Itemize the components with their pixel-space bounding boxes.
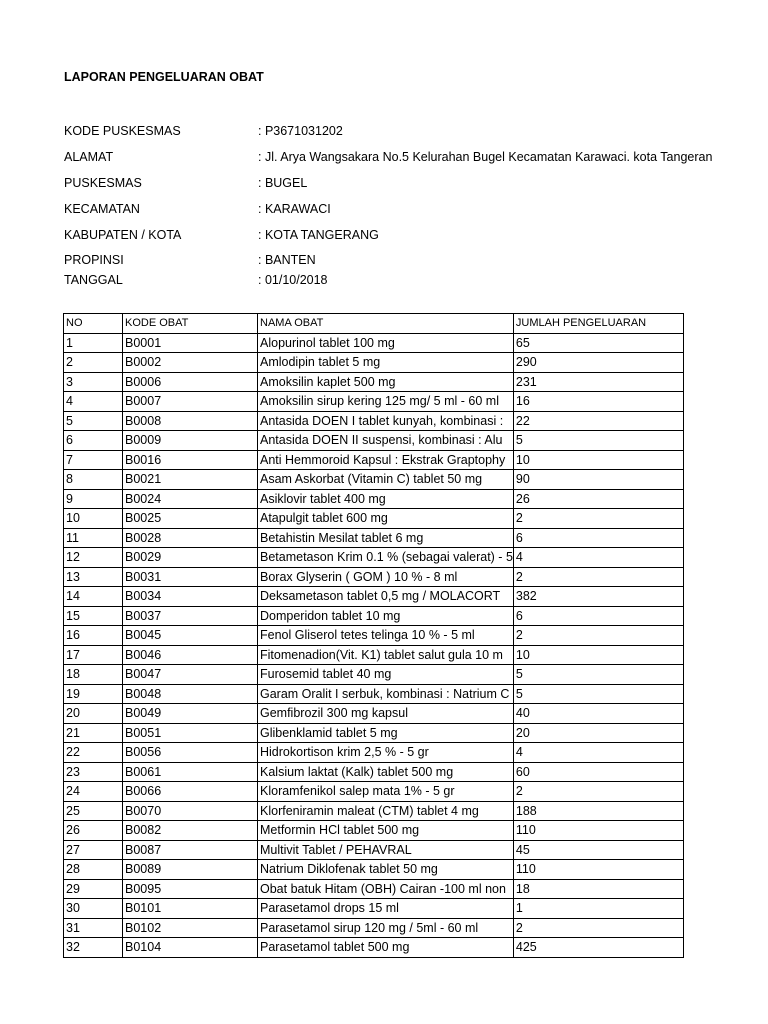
cell-nama-obat: Fenol Gliserol tetes telinga 10 % - 5 ml [258, 626, 514, 646]
cell-no: 17 [64, 645, 123, 665]
info-label: KODE PUSKESMAS [64, 124, 181, 138]
cell-no: 4 [64, 392, 123, 412]
table-row [64, 606, 684, 626]
cell-nama-obat: Deksametason tablet 0,5 mg / MOLACORT [258, 587, 514, 607]
table-row [64, 626, 684, 646]
info-row [64, 228, 379, 242]
cell-no: 3 [64, 372, 123, 392]
drug-table [63, 313, 684, 958]
cell-jumlah: 2 [513, 918, 683, 938]
cell-kode-obat: B0089 [123, 860, 258, 880]
table-row [64, 821, 684, 841]
cell-jumlah: 5 [513, 684, 683, 704]
cell-no: 11 [64, 528, 123, 548]
cell-jumlah: 18 [513, 879, 683, 899]
header-no: NO [64, 314, 123, 334]
cell-kode-obat: B0024 [123, 489, 258, 509]
table-row [64, 938, 684, 958]
table-row [64, 704, 684, 724]
cell-kode-obat: B0095 [123, 879, 258, 899]
cell-no: 9 [64, 489, 123, 509]
cell-no: 7 [64, 450, 123, 470]
table-row [64, 762, 684, 782]
table-header-row [64, 314, 684, 334]
cell-jumlah: 2 [513, 782, 683, 802]
cell-jumlah: 45 [513, 840, 683, 860]
info-value: : 01/10/2018 [258, 273, 328, 287]
cell-nama-obat: Kloramfenikol salep mata 1% - 5 gr [258, 782, 514, 802]
header-nama-obat: NAMA OBAT [258, 314, 514, 334]
info-label: KECAMATAN [64, 202, 140, 216]
cell-no: 12 [64, 548, 123, 568]
cell-no: 21 [64, 723, 123, 743]
cell-kode-obat: B0028 [123, 528, 258, 548]
cell-kode-obat: B0104 [123, 938, 258, 958]
cell-nama-obat: Hidrokortison krim 2,5 % - 5 gr [258, 743, 514, 763]
info-row [64, 273, 328, 287]
cell-jumlah: 5 [513, 431, 683, 451]
info-row [64, 150, 712, 164]
cell-jumlah: 6 [513, 606, 683, 626]
cell-jumlah: 40 [513, 704, 683, 724]
table-row [64, 645, 684, 665]
cell-nama-obat: Asam Askorbat (Vitamin C) tablet 50 mg [258, 470, 514, 490]
cell-jumlah: 425 [513, 938, 683, 958]
cell-no: 8 [64, 470, 123, 490]
cell-kode-obat: B0047 [123, 665, 258, 685]
cell-nama-obat: Natrium Diklofenak tablet 50 mg [258, 860, 514, 880]
cell-nama-obat: Domperidon tablet 10 mg [258, 606, 514, 626]
cell-no: 20 [64, 704, 123, 724]
info-row [64, 124, 343, 138]
cell-nama-obat: Antasida DOEN II suspensi, kombinasi : Alu [258, 431, 514, 451]
table-row [64, 450, 684, 470]
cell-nama-obat: Klorfeniramin maleat (CTM) tablet 4 mg [258, 801, 514, 821]
cell-kode-obat: B0049 [123, 704, 258, 724]
cell-kode-obat: B0061 [123, 762, 258, 782]
cell-no: 16 [64, 626, 123, 646]
cell-nama-obat: Glibenklamid tablet 5 mg [258, 723, 514, 743]
cell-nama-obat: Amoksilin kaplet 500 mg [258, 372, 514, 392]
cell-nama-obat: Amlodipin tablet 5 mg [258, 353, 514, 373]
header-jumlah: JUMLAH PENGELUARAN [513, 314, 683, 334]
table-row [64, 801, 684, 821]
cell-nama-obat: Garam Oralit I serbuk, kombinasi : Natrium C [258, 684, 514, 704]
cell-nama-obat: Parasetamol sirup 120 mg / 5ml - 60 ml [258, 918, 514, 938]
cell-no: 30 [64, 899, 123, 919]
info-value: : P3671031202 [258, 124, 343, 138]
cell-kode-obat: B0087 [123, 840, 258, 860]
table-row [64, 353, 684, 373]
table-row [64, 431, 684, 451]
table-row [64, 528, 684, 548]
cell-nama-obat: Gemfibrozil 300 mg kapsul [258, 704, 514, 724]
header-kode-obat: KODE OBAT [123, 314, 258, 334]
cell-nama-obat: Betahistin Mesilat tablet 6 mg [258, 528, 514, 548]
cell-no: 22 [64, 743, 123, 763]
cell-nama-obat: Furosemid tablet 40 mg [258, 665, 514, 685]
cell-nama-obat: Betametason Krim 0.1 % (sebagai valerat) - 5 [258, 548, 514, 568]
cell-jumlah: 16 [513, 392, 683, 412]
info-row [64, 202, 331, 216]
cell-kode-obat: B0056 [123, 743, 258, 763]
table-row [64, 392, 684, 412]
cell-nama-obat: Borax Glyserin ( GOM ) 10 % - 8 ml [258, 567, 514, 587]
table-row [64, 333, 684, 353]
cell-jumlah: 1 [513, 899, 683, 919]
cell-nama-obat: Alopurinol tablet 100 mg [258, 333, 514, 353]
cell-no: 24 [64, 782, 123, 802]
cell-nama-obat: Parasetamol drops 15 ml [258, 899, 514, 919]
table-row [64, 743, 684, 763]
cell-no: 26 [64, 821, 123, 841]
cell-nama-obat: Kalsium laktat (Kalk) tablet 500 mg [258, 762, 514, 782]
cell-no: 27 [64, 840, 123, 860]
cell-jumlah: 290 [513, 353, 683, 373]
cell-kode-obat: B0029 [123, 548, 258, 568]
cell-jumlah: 110 [513, 821, 683, 841]
report-title: LAPORAN PENGELUARAN OBAT [64, 70, 264, 84]
cell-jumlah: 6 [513, 528, 683, 548]
cell-kode-obat: B0009 [123, 431, 258, 451]
table-row [64, 840, 684, 860]
cell-jumlah: 2 [513, 567, 683, 587]
cell-kode-obat: B0001 [123, 333, 258, 353]
cell-kode-obat: B0002 [123, 353, 258, 373]
cell-jumlah: 60 [513, 762, 683, 782]
cell-kode-obat: B0045 [123, 626, 258, 646]
cell-kode-obat: B0070 [123, 801, 258, 821]
info-label: TANGGAL [64, 273, 123, 287]
table-row [64, 899, 684, 919]
table-row [64, 879, 684, 899]
cell-jumlah: 2 [513, 626, 683, 646]
cell-kode-obat: B0037 [123, 606, 258, 626]
cell-nama-obat: Antasida DOEN I tablet kunyah, kombinasi : [258, 411, 514, 431]
cell-jumlah: 4 [513, 743, 683, 763]
table-row [64, 411, 684, 431]
table-body [64, 333, 684, 957]
cell-kode-obat: B0007 [123, 392, 258, 412]
cell-kode-obat: B0082 [123, 821, 258, 841]
cell-jumlah: 10 [513, 450, 683, 470]
cell-kode-obat: B0102 [123, 918, 258, 938]
cell-nama-obat: Asiklovir tablet 400 mg [258, 489, 514, 509]
cell-no: 31 [64, 918, 123, 938]
cell-nama-obat: Amoksilin sirup kering 125 mg/ 5 ml - 60 ml [258, 392, 514, 412]
cell-no: 15 [64, 606, 123, 626]
cell-jumlah: 5 [513, 665, 683, 685]
info-label: ALAMAT [64, 150, 114, 164]
cell-no: 23 [64, 762, 123, 782]
table-row [64, 372, 684, 392]
cell-no: 1 [64, 333, 123, 353]
cell-jumlah: 90 [513, 470, 683, 490]
cell-jumlah: 10 [513, 645, 683, 665]
cell-nama-obat: Anti Hemmoroid Kapsul : Ekstrak Graptophy [258, 450, 514, 470]
cell-nama-obat: Parasetamol tablet 500 mg [258, 938, 514, 958]
cell-kode-obat: B0031 [123, 567, 258, 587]
cell-no: 5 [64, 411, 123, 431]
cell-kode-obat: B0051 [123, 723, 258, 743]
cell-kode-obat: B0066 [123, 782, 258, 802]
cell-kode-obat: B0021 [123, 470, 258, 490]
info-value: : KARAWACI [258, 202, 331, 216]
cell-kode-obat: B0006 [123, 372, 258, 392]
cell-jumlah: 231 [513, 372, 683, 392]
table-row [64, 509, 684, 529]
cell-no: 14 [64, 587, 123, 607]
info-label: PROPINSI [64, 253, 124, 267]
cell-kode-obat: B0048 [123, 684, 258, 704]
cell-jumlah: 20 [513, 723, 683, 743]
info-label: PUSKESMAS [64, 176, 142, 190]
cell-no: 29 [64, 879, 123, 899]
cell-no: 25 [64, 801, 123, 821]
table-row [64, 489, 684, 509]
cell-kode-obat: B0025 [123, 509, 258, 529]
cell-jumlah: 188 [513, 801, 683, 821]
table-row [64, 567, 684, 587]
table-row [64, 665, 684, 685]
table-row [64, 918, 684, 938]
info-value: : BANTEN [258, 253, 316, 267]
cell-jumlah: 382 [513, 587, 683, 607]
cell-kode-obat: B0016 [123, 450, 258, 470]
cell-kode-obat: B0101 [123, 899, 258, 919]
info-label: KABUPATEN / KOTA [64, 228, 182, 242]
cell-kode-obat: B0008 [123, 411, 258, 431]
cell-jumlah: 4 [513, 548, 683, 568]
cell-no: 19 [64, 684, 123, 704]
table-row [64, 723, 684, 743]
table-row [64, 548, 684, 568]
table-row [64, 782, 684, 802]
cell-jumlah: 2 [513, 509, 683, 529]
table-row [64, 860, 684, 880]
cell-kode-obat: B0034 [123, 587, 258, 607]
info-row [64, 176, 307, 190]
cell-jumlah: 110 [513, 860, 683, 880]
cell-jumlah: 26 [513, 489, 683, 509]
table-row [64, 587, 684, 607]
cell-no: 6 [64, 431, 123, 451]
cell-nama-obat: Multivit Tablet / PEHAVRAL [258, 840, 514, 860]
info-value: : KOTA TANGERANG [258, 228, 379, 242]
table-row [64, 684, 684, 704]
info-row [64, 253, 316, 267]
info-value: : Jl. Arya Wangsakara No.5 Kelurahan Bugel Kecamatan Karawaci. kota Tangeran [258, 150, 713, 164]
cell-nama-obat: Atapulgit tablet 600 mg [258, 509, 514, 529]
cell-no: 2 [64, 353, 123, 373]
cell-no: 18 [64, 665, 123, 685]
info-value: : BUGEL [258, 176, 308, 190]
cell-nama-obat: Metformin HCl tablet 500 mg [258, 821, 514, 841]
cell-nama-obat: Fitomenadion(Vit. K1) tablet salut gula 10 m [258, 645, 514, 665]
cell-no: 13 [64, 567, 123, 587]
cell-nama-obat: Obat batuk Hitam (OBH) Cairan -100 ml non [258, 879, 514, 899]
cell-jumlah: 65 [513, 333, 683, 353]
table-row [64, 470, 684, 490]
cell-kode-obat: B0046 [123, 645, 258, 665]
cell-no: 10 [64, 509, 123, 529]
cell-no: 32 [64, 938, 123, 958]
cell-no: 28 [64, 860, 123, 880]
cell-jumlah: 22 [513, 411, 683, 431]
